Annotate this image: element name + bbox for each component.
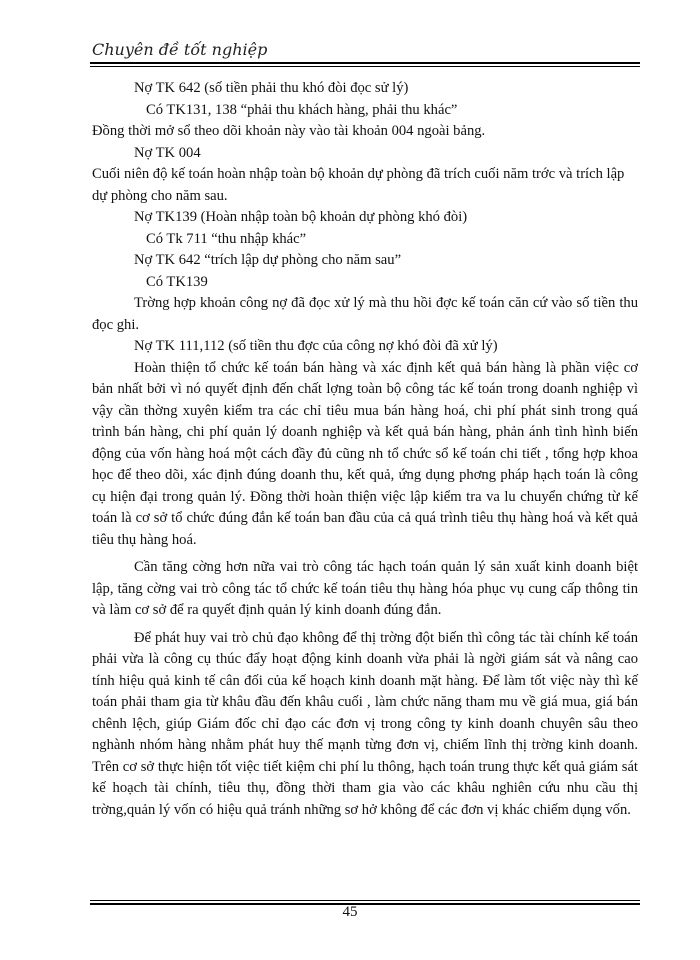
paragraph: Trờng hợp khoản công nợ đã đọc xử lý mà thu hồi đợc kế toán căn cứ vào số tiền thu đọc ghi. xyxy=(92,295,638,333)
entry-debit-111-112: Nợ TK 111,112 (số tiền thu đợc của công nợ khó đòi đã xử lý) xyxy=(134,338,498,354)
entry-credit-131-138: Có TK131, 138 “phải thu khách hàng, phải thu khác” xyxy=(146,101,458,118)
page-number: 45 xyxy=(342,904,358,920)
paragraph: Cần tăng cờng hơn nữa vai trò công tác hạch toán quản lý sản xuất kinh doanh biệt lập, tăng cờng vai trò công tác tổ chức kế toán tiêu thụ hàng hóa phục vụ cung cấp thông tin và làm cơ sở để ra quyết định quản lý kinh doanh đúng đắn. xyxy=(92,559,638,618)
entry-debit-139: Nợ TK139 (Hoàn nhập toàn bộ khoản dự phòng khó đòi) xyxy=(134,209,468,225)
entry-debit-642: Nợ TK 642 (số tiền phải thu khó đòi đọc sử lý) xyxy=(134,80,409,96)
document-body xyxy=(92,78,638,821)
text-line: Đồng thời mở sổ theo dõi khoản này vào tài khoản 004 ngoài bảng. xyxy=(92,123,486,139)
entry-debit-642-provision: Nợ TK 642 “trích lập dự phòng cho năm sau” xyxy=(134,252,402,268)
entry-credit-711: Có Tk 711 “thu nhập khác” xyxy=(146,230,307,247)
entry-debit-004: Nợ TK 004 xyxy=(134,144,201,161)
header-title: Chuyên đề tốt nghiệp xyxy=(92,40,268,59)
paragraph: Hoàn thiện tổ chức kế toán bán hàng và xác định kết quả bán hàng là phần việc cơ bản nhất bởi vì nó quyết định đến chất lợng toàn bộ công tác kế toán trong doanh nghiệp vì vậy cần thờng xuyên kiểm tra các chỉ tiêu mua bán hàng hoá, chi phí phát sinh trong quá trình bán hàng, chi phí quản lý doanh nghiệp và kết quả bán hàng, phản ánh tình hình biến động của vốn hàng hoá một cách đầy đủ cũng nh tổ chức sổ kế toán chi tiết , tổng hợp khoa học để theo dõi, xác định đúng doanh thu, kết quả, ứng dụng phơng pháp hạch toán là công cụ hiện đại trong quản lý. Đồng thời hoàn thiện việc lập kiểm tra va lu chuyển chứng từ kế toán là cơ sở tổ chức đúng đắn kế toán ban đầu của cả quá trình tiêu thụ hàng hoá và kết quả tiêu thụ hàng hoá. xyxy=(92,359,638,548)
paragraph: Để phát huy vai trò chủ đạo không để thị trờng đột biến thì công tác tài chính kế toán phải vừa là công cụ thúc đẩy hoạt động kinh doanh vừa phải là ngời giám sát và nâng cao tính hiệu quả kinh tế cân đối của kế hoạch kinh doanh mặt hàng. Để làm tốt việc này thì kế toán phải tham gia từ khâu đầu đến khâu cuối , làm chức năng tham mu về giá mua, giá bán chênh lệch, giúp Giám đốc chỉ đạo các đơn vị trong công ty kinh doanh chuyên sâu theo nghành nhóm hàng nhằm phát huy thế mạnh từng đơn vị, chiếm lĩnh thị trờng kinh doanh. Trên cơ sở thực hiện tốt việc tiết kiệm chi phí lu thông, hạch toán trung thực kết quả giám sát kế hoạch tài chính, tiêu thụ, đồng thời tham gia vào các khâu nghiên cứu nhu cầu thị trờng,quản lý vốn có hiệu quả tránh những sơ hở không để các đơn vị khác chiếm dụng vốn. xyxy=(92,629,638,818)
header-rule xyxy=(90,62,640,67)
entry-credit-139: Có TK139 xyxy=(146,273,208,290)
paragraph: Cuối niên độ kế toán hoàn nhập toàn bộ khoản dự phòng đã trích cuối năm trớc và trích lập dự phòng cho năm sau. xyxy=(92,166,625,204)
